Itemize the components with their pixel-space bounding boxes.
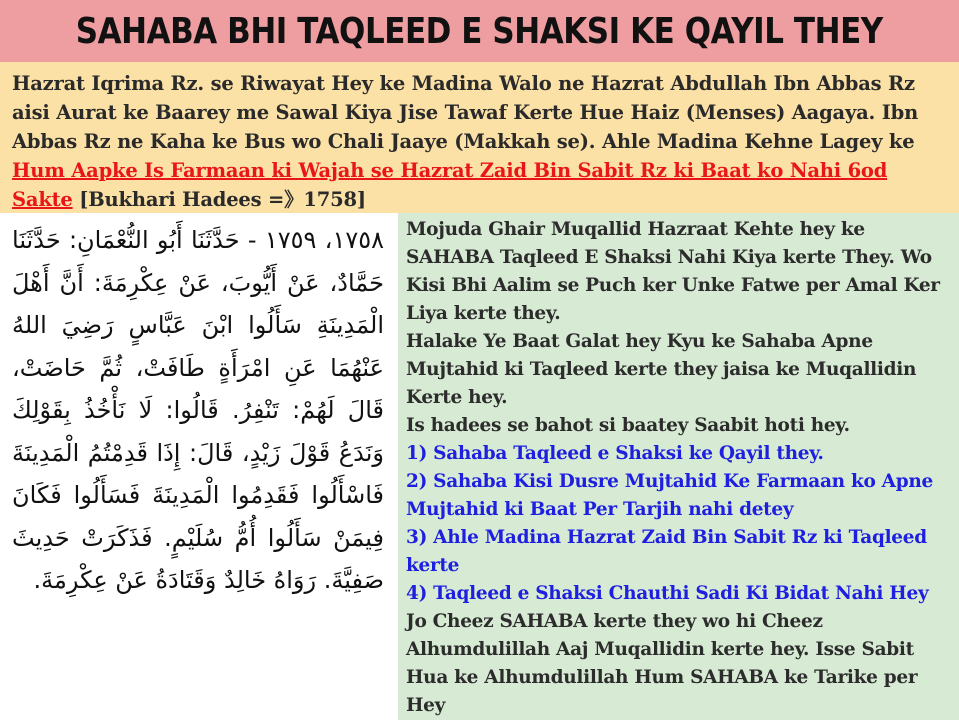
explanation-panel	[398, 213, 959, 720]
explanation-para-1: Mojuda Ghair Muqallid Hazraat Kehte hey ke SAHABA Taqleed E Shaksi Nahi Kiya kerte They. Wo Kisi Bhi Aalim se Puch ker Unke Fatwe per Amal Ker Liya kerte they.	[406, 219, 940, 324]
intro-box	[0, 62, 959, 213]
intro-highlight: Hum Aapke Is Farmaan ki Wajah se Hazrat Zaid Bin Sabit Rz ki Baat ko Nahi 6od Sakte	[12, 159, 888, 211]
title-banner	[0, 0, 959, 62]
explanation-para-3: Is hadees se bahot si baatey Saabit hoti hey.	[406, 415, 850, 436]
page-title: SAHABA BHI TAQLEED E SHAKSI KE QAYIL THEY	[75, 10, 884, 52]
point-2: 2) Sahaba Kisi Dusre Mujtahid Ke Farmaan ko Apne Mujtahid ki Baat Per Tarjih nahi detey	[406, 471, 933, 520]
point-1: 1) Sahaba Taqleed e Shaksi ke Qayil they.	[406, 443, 824, 464]
arabic-hadith-panel	[0, 213, 398, 720]
intro-paragraph	[12, 69, 949, 214]
arabic-hadith-text: ١٧٥٨، ١٧٥٩ - حَدَّثَنَا أَبُو النُّعْمَانِ: حَدَّثَنَا حَمَّادٌ، عَنْ أَيُّوبَ، عَنْ عِكْرِمَةَ: أَنَّ أَهْلَ الْمَدِينَةِ سَأَلُوا ابْنَ عَبَّاسٍ رَضِيَ اللهُ عَنْهُمَا عَنِ امْرَأَةٍ طَافَتْ، ثُمَّ حَاضَتْ، قَالَ لَهُمْ: تَنْفِرُ. قَالُوا: لَا نَأْخُذُ بِقَوْلِكَ وَنَدَعُ قَوْلَ زَيْدٍ، قَالَ: إِذَا قَدِمْتُمُ الْمَدِينَةَ فَاسْأَلُوا فَقَدِمُوا الْمَدِينَةَ فَسَأَلُوا فَكَانَ فِيمَنْ سَأَلُوا أُمُّ سُلَيْمٍ. فَذَكَرَتْ حَدِيثَ صَفِيَّةَ. رَوَاهُ خَالِدٌ وَقَتَادَةُ عَنْ عِكْرِمَةَ.	[12, 226, 384, 594]
conclusion: Jo Cheez SAHABA kerte they wo hi Cheez Alhumdulillah Aaj Muqallidin kerte hey. Isse Sabit Hua ke Alhumdulillah Hum SAHABA ke Tarike per Hey	[406, 611, 918, 716]
point-4: 4) Taqleed e Shaksi Chauthi Sadi Ki Bidat Nahi Hey	[406, 583, 929, 604]
point-3: 3) Ahle Madina Hazrat Zaid Bin Sabit Rz ki Taqleed kerte	[406, 527, 927, 576]
intro-reference: [Bukhari Hadees =》1758]	[72, 188, 366, 211]
explanation-para-2: Halake Ye Baat Galat hey Kyu ke Sahaba Apne Mujtahid ki Taqleed kerte they jaisa ke Muqallidin Kerte hey.	[406, 331, 917, 408]
intro-text: Hazrat Iqrima Rz. se Riwayat Hey ke Madina Walo ne Hazrat Abdullah Ibn Abbas Rz aisi Aurat ke Baarey me Sawal Kiya Jise Tawaf Kerte Hue Haiz (Menses) Aagaya. Ibn Abbas Rz ne Kaha ke Bus wo Chali Jaaye (Makkah se). Ahle Madina Kehne Lagey ke	[12, 72, 919, 153]
